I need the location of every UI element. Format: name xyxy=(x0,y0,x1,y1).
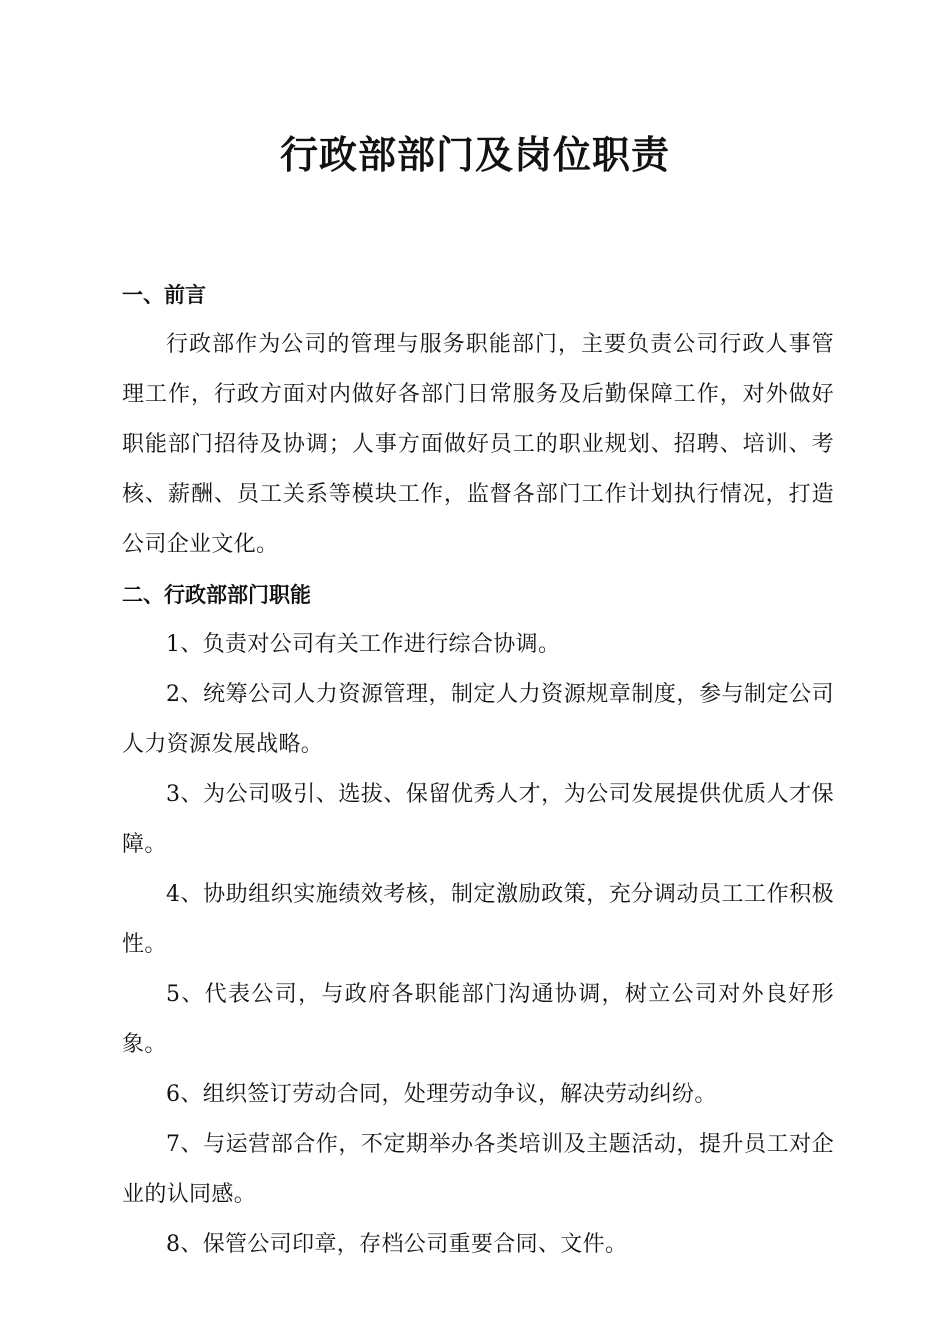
function-item-8: 8、保管公司印章，存档公司重要合同、文件。 xyxy=(166,1232,628,1257)
function-item-3: 3、为公司吸引、选拔、保留优秀人才，为公司发展提供优质人才保障。 xyxy=(122,782,834,857)
document-body xyxy=(122,270,834,1270)
section-heading-preface: 一、前言 xyxy=(122,282,206,307)
document-title: 行政部部门及岗位职责 xyxy=(279,132,670,177)
preface-paragraph: 行政部作为公司的管理与服务职能部门，主要负责公司行政人事管理工作，行政方面对内做好各部门日常服务及后勤保障工作，对外做好职能部门招待及协调；人事方面做好员工的职业规划、招聘、培训、考核、薪酬、员工关系等模块工作，监督各部门工作计划执行情况，打造公司企业文化。 xyxy=(122,332,834,557)
function-item-6: 6、组织签订劳动合同，处理劳动争议，解决劳动纠纷。 xyxy=(166,1082,717,1107)
function-item-2: 2、统筹公司人力资源管理，制定人力资源规章制度，参与制定公司人力资源发展战略。 xyxy=(122,682,834,757)
function-item-7: 7、与运营部合作，不定期举办各类培训及主题活动，提升员工对企业的认同感。 xyxy=(122,1132,834,1207)
function-item-4: 4、协助组织实施绩效考核，制定激励政策，充分调动员工工作积极性。 xyxy=(122,882,834,957)
section-heading-functions: 二、行政部部门职能 xyxy=(122,582,311,607)
function-item-1: 1、负责对公司有关工作进行综合协调。 xyxy=(166,632,561,657)
function-item-5: 5、代表公司，与政府各职能部门沟通协调，树立公司对外良好形象。 xyxy=(122,982,834,1057)
